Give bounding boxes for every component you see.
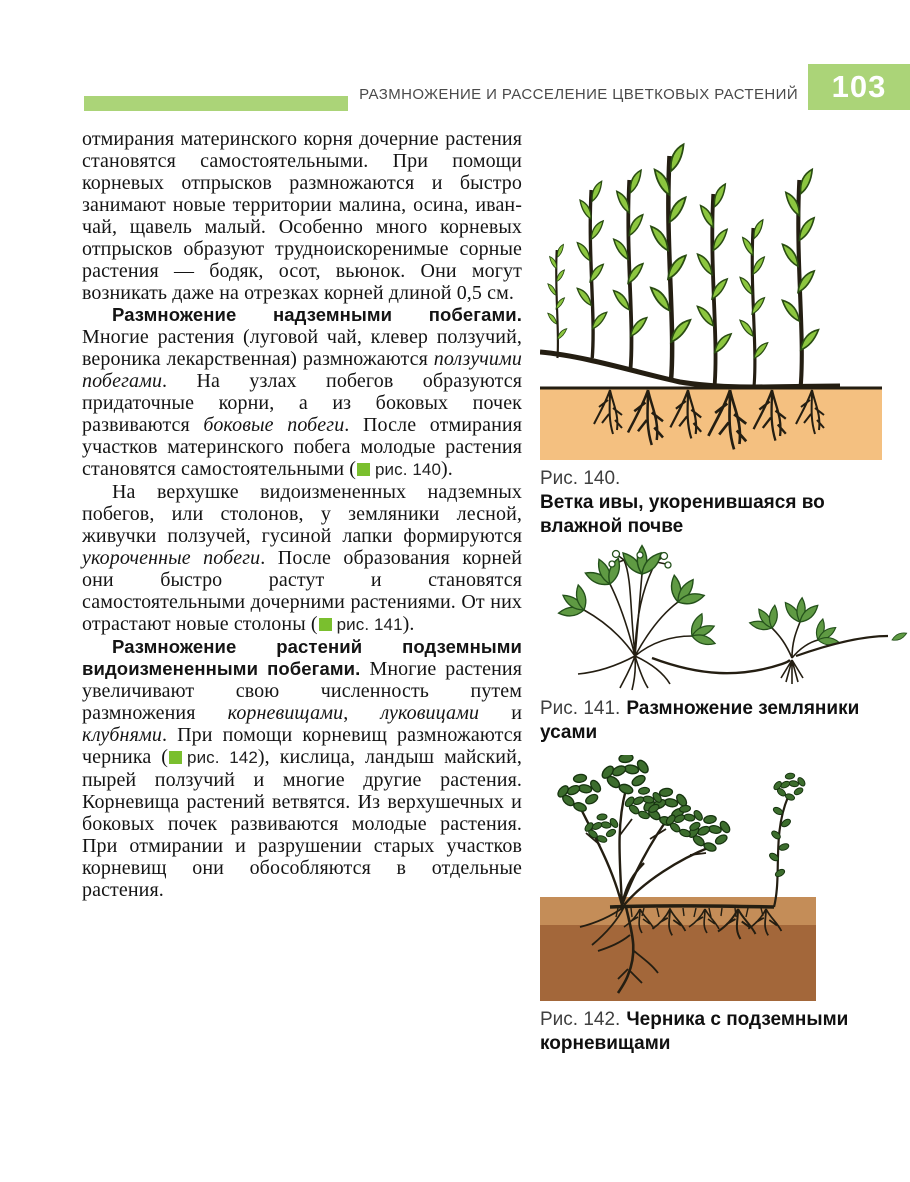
- body-text: отмирания материнского корня дочерние растения становятся самостоятельными. При помощи корневых отпрысков размножаются и быстро занимают новые территории малина, осина, иван-чай, щавель малый. Особенно много корневых отпрысков образуют трудноискоренимые сорные растения — бодяк, осот, вьюнок. Они могут возникать даже на отрезках корней длиной 0,5 см.: [82, 128, 522, 304]
- blueberry-rhizome-drawing: [540, 755, 816, 1003]
- italic-term: боковые побеги: [203, 414, 345, 436]
- mother-plant: [551, 546, 722, 690]
- runner-stolon: [652, 658, 790, 673]
- italic-term: клубнями: [82, 724, 162, 746]
- body-text-column: [82, 128, 522, 901]
- figure-label: Рис. 141.: [540, 698, 621, 719]
- figure-reference: рис. 141: [318, 615, 403, 634]
- figure-142: [540, 755, 910, 1056]
- header-accent-bar: [84, 96, 348, 111]
- body-text: ), кислица, ландыш майский, пырей ползучий и многие другие растения. Корневища растений ветвятся. Из верхушечных и боковых почек развиваются молодые растения. При отмирании и разрушении старых участков корневищ они обособляются в отдельные растения.: [82, 746, 522, 901]
- runner-tip: [796, 631, 908, 656]
- green-square-icon: [357, 463, 370, 476]
- young-shoot: [768, 773, 806, 907]
- subsoil-block: [540, 925, 816, 1001]
- body-text: На верхушке видоизмененных надземных побегов, или столонов, у земляники лесной, живучки ползучей, гусиной лапки формируются: [82, 481, 522, 547]
- figure-140-caption: [540, 467, 910, 539]
- figure-140: [540, 128, 910, 539]
- soil-block: [540, 388, 882, 460]
- green-square-icon: [319, 618, 332, 631]
- rhizome: [610, 906, 774, 907]
- strawberry-runner-drawing: [540, 544, 908, 692]
- body-text: ).: [402, 613, 415, 635]
- lying-branch: [540, 352, 840, 387]
- green-square-icon: [169, 751, 182, 764]
- italic-term: укороченные побеги: [82, 547, 261, 569]
- figure-141-illustration: [540, 544, 910, 692]
- running-title: РАЗМНОЖЕНИЕ И РАССЕЛЕНИЕ ЦВЕТКОВЫХ РАСТЕНИЙ: [359, 86, 798, 103]
- italic-term: ползучими побегами: [82, 348, 522, 392]
- paragraph: [82, 304, 522, 481]
- leaf-clusters: [556, 755, 732, 853]
- body-text: . При помощи корневищ размножаются черника (: [82, 724, 522, 768]
- paragraph: [82, 128, 522, 304]
- body-text: и: [479, 702, 523, 724]
- figure-caption-text: Черника с подземными корневищами: [540, 1009, 849, 1054]
- body-text: ).: [441, 458, 453, 480]
- italic-term: корневищами: [227, 702, 344, 724]
- body-text: . После отмирания участков материнского побега молодые растения становятся самостоятельными (: [82, 414, 522, 480]
- body-text: . После образования корней они быстро растут и становятся самостоятельными дочерними растениями. От них отрастают новые столоны (: [82, 547, 522, 635]
- figure-label: Рис. 142.: [540, 1009, 621, 1030]
- figure-caption-text: Размножение земляники усами: [540, 698, 860, 743]
- body-text: . На узлах побегов образуются придаточные корни, а из боковых почек развиваются: [82, 370, 522, 436]
- figure-caption-text: Ветка ивы, укоренившаяся во влажной почве: [540, 492, 825, 537]
- body-text: Многие растения увеличивают свою численность путем размножения: [82, 658, 522, 724]
- figure-141: [540, 544, 910, 745]
- figure-reference: рис. 142: [168, 748, 258, 767]
- italic-term: луковицами: [380, 702, 480, 724]
- figure-label: Рис. 140.: [540, 468, 621, 489]
- run-in-heading: Размножение надземными побегами.: [112, 304, 522, 325]
- leafy-shoots: [545, 143, 822, 386]
- figure-reference: рис. 140: [356, 460, 441, 479]
- figure-142-illustration: [540, 755, 910, 1003]
- willow-branch-drawing: [540, 128, 908, 462]
- figure-141-caption: [540, 697, 910, 745]
- page-number-badge: 103: [808, 64, 910, 110]
- figure-column: [540, 128, 910, 1056]
- figure-142-caption: [540, 1008, 910, 1056]
- paragraph: [82, 636, 522, 901]
- run-in-heading: Размножение растений подземными видоизмененными побегами.: [82, 636, 522, 679]
- body-text: Многие растения (луговой чай, клевер ползучий, вероника лекарственная) размножаются: [82, 326, 522, 370]
- figure-140-illustration: [540, 128, 910, 462]
- body-text: ,: [343, 702, 381, 724]
- paragraph: [82, 481, 522, 636]
